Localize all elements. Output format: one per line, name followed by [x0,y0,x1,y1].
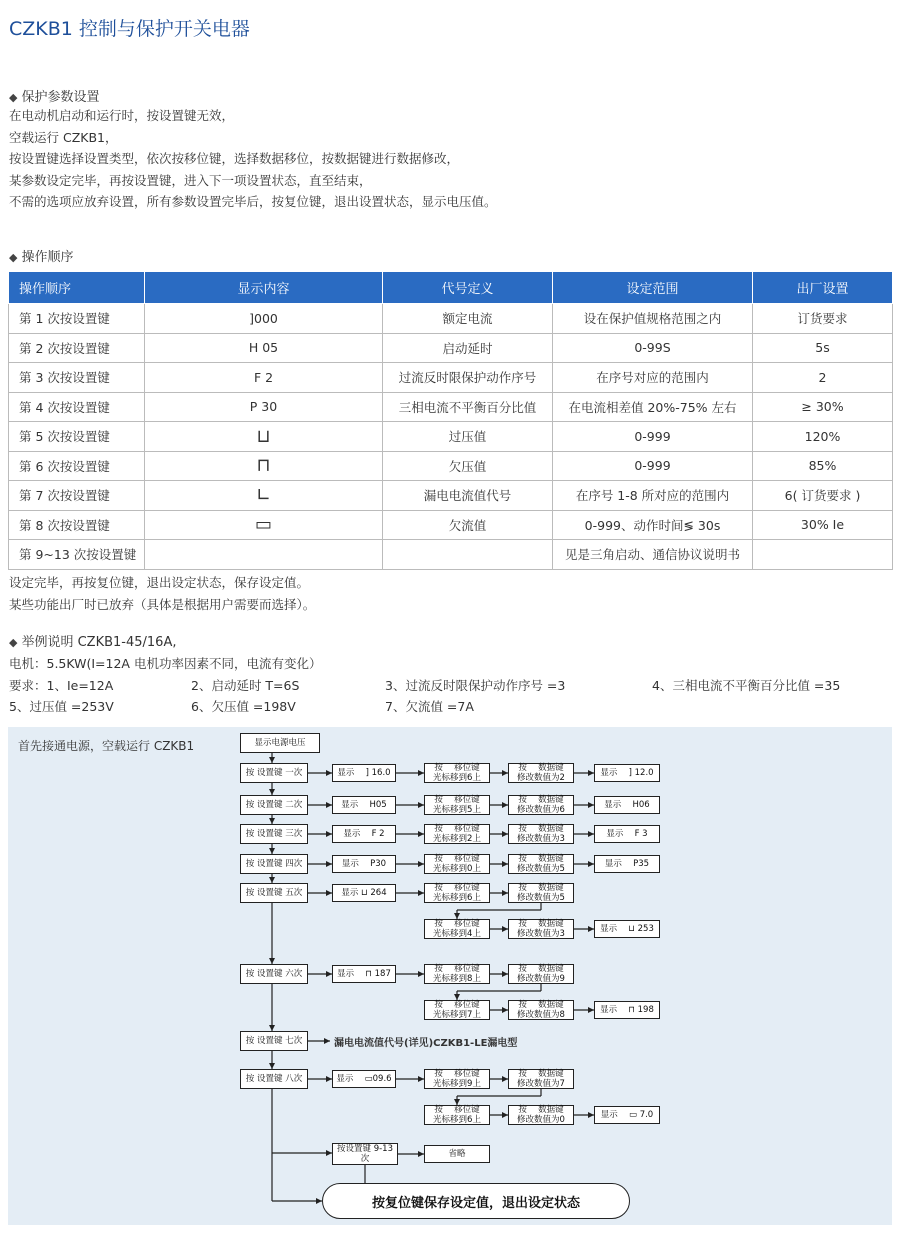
table-cell: 0-99S [553,333,753,363]
flow-note: 漏电电流值代号(详见)CZKB1-LE漏电型 [334,1038,518,1049]
flow-show-box: 显示 ⊔ 264 [332,884,396,902]
table-cell: 第 9~13 次按设置键 [9,540,145,570]
flow-data-box [508,824,574,844]
table-cell: 三相电流不平衡百分比值 [383,392,553,422]
table-header: 设定范围 [553,272,753,304]
table-cell: 第 3 次按设置键 [9,363,145,393]
flow-data-box [508,795,574,815]
flow-omit-box: 省略 [424,1145,490,1163]
table-cell: 0-999、动作时间≶ 30s [553,510,753,540]
table-cell: 在电流相差值 20%-75% 左右 [553,392,753,422]
flow-box-line: 按 移位键 [434,1069,480,1079]
table-row [9,451,893,481]
table-row [9,540,893,570]
flow-box-line: 按设置键 9-13 [337,1144,393,1154]
flow-result-box: 显示 H06 [594,796,660,814]
flow-press-box: 按 设置键 六次 [240,964,308,984]
section-protect-heading [9,86,99,105]
example-req: 3、过流反时限保护动作序号 =3 [385,678,566,693]
example-req: 7、欠流值 =7A [385,699,474,714]
flow-box-line: 修改数值为2 [517,773,565,783]
flow-box-line: 修改数值为5 [517,864,565,874]
table-cell: 设在保护值规格范围之内 [553,304,753,334]
table-cell: 见是三角启动、通信协议说明书 [553,540,753,570]
flow-box-line: 按 移位键 [434,763,480,773]
table-cell: 订货要求 [753,304,893,334]
table-cell: 30% Ie [753,510,893,540]
flow-box-line: 修改数值为0 [517,1115,565,1125]
page-title: CZKB1 控制与保护开关电器 [9,18,250,40]
flow-data-box [508,1105,574,1125]
flow-box-line: 修改数值为5 [517,893,565,903]
flow-box-line: 光标移到6上 [433,1115,481,1125]
flow-box-line: 修改数值为3 [517,834,565,844]
table-row [9,333,893,363]
flow-press-box: 按 设置键 三次 [240,824,308,844]
flow-result-box: 显示 P35 [594,855,660,873]
flow-show-box: 显示 F 2 [332,825,396,843]
operation-table [8,271,893,570]
flow-press-box: 按 设置键 一次 [240,763,308,783]
table-cell: 过流反时限保护动作序号 [383,363,553,393]
table-cell: 漏电电流值代号 [383,481,553,511]
arrow-head [324,1038,330,1044]
table-cell: 在序号 1-8 所对应的范围内 [553,481,753,511]
section-order-heading [9,246,73,265]
table-cell: ▭ [145,510,383,540]
table-cell: ⊔ [145,422,383,452]
table-cell: P 30 [145,392,383,422]
flow-move-box [424,763,490,783]
flow-box-line: 修改数值为3 [517,929,565,939]
flow-box-line: 光标移到0上 [433,864,481,874]
flow-box-line: 光标移到8上 [433,974,481,984]
flow-box-line: 修改数值为9 [517,974,565,984]
flow-box-line: 按 数据键 [518,854,564,864]
flow-box-line: 次 [360,1154,370,1164]
flow-press-box: 按 设置键 四次 [240,854,308,874]
flow-box-line: 按 数据键 [518,1000,564,1010]
table-cell: 启动延时 [383,333,553,363]
diamond-icon: ◆ [9,91,18,104]
table-cell: 第 8 次按设置键 [9,510,145,540]
table-header: 出厂设置 [753,272,893,304]
table-cell: ⊓ [145,451,383,481]
flow-start-box: 显示电源电压 [240,733,320,753]
table-cell: 6( 订货要求 ) [753,481,893,511]
flow-data-box [508,1000,574,1020]
table-cell: 85% [753,451,893,481]
table-cell: 第 4 次按设置键 [9,392,145,422]
flow-data-box [508,964,574,984]
flow-final-oval: 按复位键保存设定值，退出设定状态 [322,1183,630,1219]
table-cell: 额定电流 [383,304,553,334]
protect-line: 不需的选项应放弃设置，所有参数设置完毕后，按复位键，退出设置状态，显示电压值。 [9,194,497,210]
flow-result-box: 显示 ⊔ 253 [594,920,660,938]
table-cell: 第 5 次按设置键 [9,422,145,452]
table-cell: 欠流值 [383,510,553,540]
flow-box-line: 按 数据键 [518,763,564,773]
flow-data-box [508,883,574,903]
flow-move-box [424,883,490,903]
table-header: 代号定义 [383,272,553,304]
flow-box-line: 按 移位键 [434,1105,480,1115]
flow-box-line: 按 数据键 [518,964,564,974]
flow-box-line: 按 移位键 [434,1000,480,1010]
protect-line: 某参数设定完毕，再按设置键，进入下一项设置状态，直至结束， [9,172,372,188]
section-order-label: 操作顺序 [21,250,74,265]
flow-result-box: 显示 ] 12.0 [594,764,660,782]
table-cell: ]000 [145,304,383,334]
flow-box-line: 按 移位键 [434,919,480,929]
flow-box-line: 按 数据键 [518,919,564,929]
table-cell [383,540,553,570]
flow-data-box [508,854,574,874]
table-cell: 第 2 次按设置键 [9,333,145,363]
table-cell: 0-999 [553,422,753,452]
flow-move-box [424,824,490,844]
table-cell: 第 1 次按设置键 [9,304,145,334]
flow-move-box [424,1069,490,1089]
flow-intro: 首先接通电源，空载运行 CZKB1 [18,739,195,753]
section-example-label: 举例说明 CZKB1-45/16A, [21,635,177,650]
table-cell: 第 7 次按设置键 [9,481,145,511]
table-cell: 0-999 [553,451,753,481]
section-protect-label: 保护参数设置 [21,90,100,105]
example-req: 2、启动延时 T=6S [191,678,300,693]
table-cell: 120% [753,422,893,452]
protect-line: 空载运行 CZKB1， [9,129,118,145]
flow-box-line: 光标移到6上 [433,773,481,783]
flow-box-line: 按 数据键 [518,1105,564,1115]
example-motor: 电机：5.5KW(I=12A 电机功率因素不同，电流有变化） [9,656,322,671]
flow-box-line: 按 数据键 [518,795,564,805]
flow-box-line: 光标移到2上 [433,834,481,844]
flow-box-line: 按 移位键 [434,824,480,834]
example-req: 6、欠压值 =198V [191,699,296,714]
flow-show-box: 显示 P30 [332,855,396,873]
flowchart [8,727,892,1225]
flow-press-box: 按 设置键 七次 [240,1031,308,1051]
flow-box-line: 光标移到5上 [433,805,481,815]
flow-show-box: 显示 ] 16.0 [332,764,396,782]
flow-show-box: 显示 ⊓ 187 [332,965,396,983]
flow-move-box [424,854,490,874]
section-example-heading [9,631,176,650]
table-cell [753,540,893,570]
flow-box-line: 光标移到6上 [433,893,481,903]
flow-box-line: 按 移位键 [434,795,480,805]
table-row [9,510,893,540]
flow-move-box [424,964,490,984]
table-row [9,481,893,511]
flow-box-line: 修改数值为7 [517,1079,565,1089]
flow-box-line: 修改数值为8 [517,1010,565,1020]
flow-result-box: 显示 ⊓ 198 [594,1001,660,1019]
table-cell: 在序号对应的范围内 [553,363,753,393]
flow-press-box: 按 设置键 二次 [240,795,308,815]
flow-move-box [424,1105,490,1125]
flow-box-line: 光标移到4上 [433,929,481,939]
table-cell: 5s [753,333,893,363]
table-cell: 过压值 [383,422,553,452]
table-cell: 欠压值 [383,451,553,481]
flow-show-box: 显示 H05 [332,796,396,814]
after-table-text [9,572,315,615]
flow-show-box: 显示 ▭09.6 [332,1070,396,1088]
table-cell: 第 6 次按设置键 [9,451,145,481]
flow-press913-box [332,1143,398,1165]
table-cell [145,540,383,570]
flow-box-line: 按 移位键 [434,964,480,974]
after-table-line: 设定完毕，再按复位键，退出设定状态，保存设定值。 [9,575,310,590]
table-row [9,304,893,334]
flow-box-line: 光标移到9上 [433,1079,481,1089]
flow-box-line: 按 数据键 [518,824,564,834]
example-req: 5、过压值 =253V [9,699,114,714]
protect-paragraph [9,105,497,213]
example-req: 要求：1、Ie=12A [9,678,114,693]
flow-result-box: 显示 ▭ 7.0 [594,1106,660,1124]
flow-move-box [424,919,490,939]
diamond-icon: ◆ [9,251,18,264]
flow-move-box [424,1000,490,1020]
table-row [9,363,893,393]
table-cell: 2 [753,363,893,393]
flow-result-box: 显示 F 3 [594,825,660,843]
protect-line: 按设置键选择设置类型，依次按移位键，选择数据移位，按数据键进行数据修改， [9,151,460,167]
flow-box-line: 按 移位键 [434,854,480,864]
flow-box-line: 按 数据键 [518,883,564,893]
table-row [9,422,893,452]
table-cell: ≥ 30% [753,392,893,422]
flow-box-line: 按 移位键 [434,883,480,893]
after-table-line: 某些功能出厂时已放弃（具体是根据用户需要而选择）。 [9,596,316,612]
flow-data-box [508,763,574,783]
example-req: 4、三相电流不平衡百分比值 =35 [652,678,841,693]
flow-box-line: 修改数值为6 [517,805,565,815]
table-cell: ∟ [145,481,383,511]
flow-data-box [508,919,574,939]
flow-box-line: 按 数据键 [518,1069,564,1079]
flow-press-box: 按 设置键 五次 [240,883,308,903]
table-cell: F 2 [145,363,383,393]
protect-line: 在电动机启动和运行时，按设置键无效， [9,108,235,123]
table-header: 显示内容 [145,272,383,304]
flow-data-box [508,1069,574,1089]
diamond-icon: ◆ [9,636,18,649]
table-header: 操作顺序 [9,272,145,304]
flow-press-box: 按 设置键 八次 [240,1069,308,1089]
table-row [9,392,893,422]
flow-box-line: 光标移到7上 [433,1010,481,1020]
flow-move-box [424,795,490,815]
table-cell: H 05 [145,333,383,363]
